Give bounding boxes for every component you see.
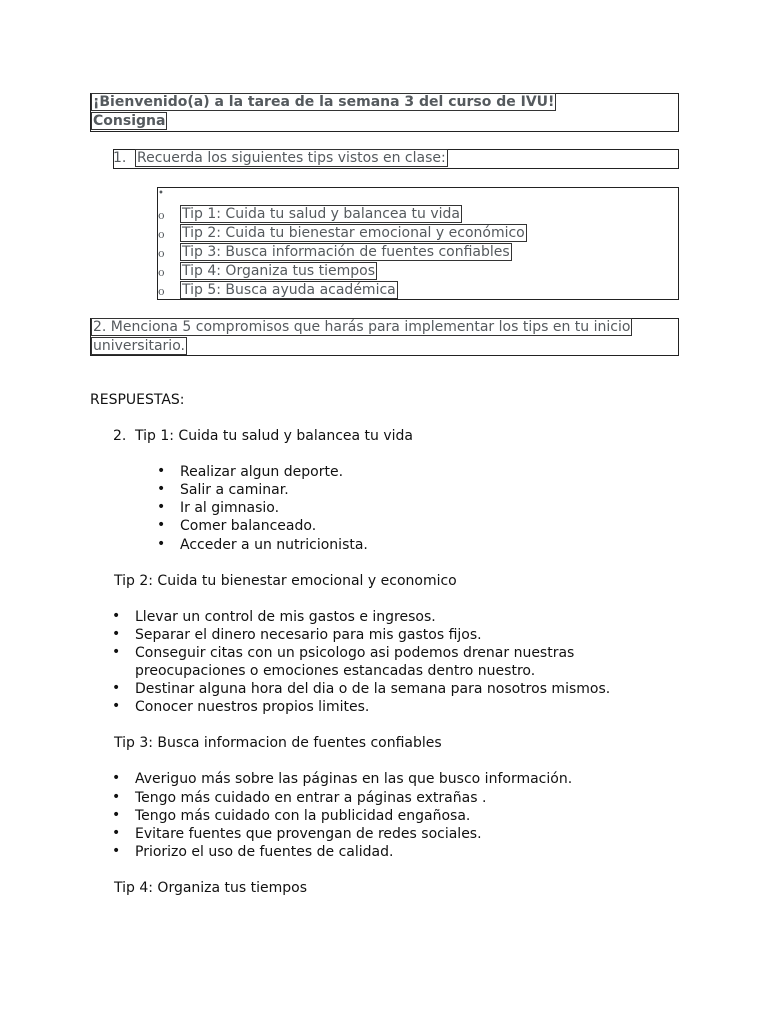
section2-item: Destinar alguna hora del dia o de la semana para nosotros mismos. bbox=[135, 681, 611, 697]
section2-item: Conocer nuestros propios limites. bbox=[135, 699, 370, 715]
bullet-icon: • bbox=[112, 825, 121, 841]
consigna-text: Consigna bbox=[93, 113, 166, 129]
bullet-icon: • bbox=[157, 536, 166, 552]
bullet-icon: • bbox=[157, 481, 166, 497]
section1-title: Tip 1: Cuida tu salud y balancea tu vida bbox=[135, 428, 413, 444]
bullet-icon: • bbox=[112, 843, 121, 859]
bullet-icon: • bbox=[112, 608, 121, 624]
section3-title: Tip 3: Busca informacion de fuentes confiables bbox=[114, 735, 442, 751]
tip-item-3-text: Tip 3: Busca información de fuentes confiables bbox=[182, 244, 510, 260]
section4-title: Tip 4: Organiza tus tiempos bbox=[114, 880, 308, 896]
bullet-icon: • bbox=[112, 626, 121, 642]
bullet-icon: • bbox=[112, 644, 121, 660]
section3-item: Averiguo más sobre las páginas en las que busco información. bbox=[135, 771, 573, 787]
section1-item: Ir al gimnasio. bbox=[180, 500, 280, 516]
bullet-icon: • bbox=[112, 680, 121, 696]
section2-item: Conseguir citas con un psicologo asi podemos drenar nuestras bbox=[135, 645, 575, 661]
section1-item: Realizar algun deporte. bbox=[180, 464, 344, 480]
instruction1-number: 1. bbox=[113, 150, 127, 166]
respuestas-label: RESPUESTAS: bbox=[90, 392, 185, 408]
tip-item-3 bbox=[180, 243, 512, 261]
tip-item-5 bbox=[180, 281, 398, 299]
section2-item-continuation: preocupaciones o emociones estancadas dentro nuestro. bbox=[135, 663, 536, 679]
bullet-icon: • bbox=[112, 789, 121, 805]
tip-item-1 bbox=[180, 205, 462, 223]
bullet-icon: • bbox=[157, 517, 166, 533]
answer-number: 2. bbox=[113, 428, 127, 444]
tip-item-2-text: Tip 2: Cuida tu bienestar emocional y económico bbox=[182, 225, 525, 241]
section3-item: Evitare fuentes que provengan de redes sociales. bbox=[135, 826, 482, 842]
bullet-icon: • bbox=[112, 698, 121, 714]
tip-item-4 bbox=[180, 262, 377, 280]
bullet-icon: • bbox=[157, 463, 166, 479]
welcome-heading bbox=[91, 93, 556, 111]
welcome-text: ¡Bienvenido(a) a la tarea de la semana 3 del curso de IVU! bbox=[93, 94, 555, 110]
instruction1 bbox=[135, 149, 448, 167]
tip-item-2 bbox=[180, 224, 527, 242]
tip-bullet-icon: o bbox=[158, 266, 165, 279]
tip-item-4-text: Tip 4: Organiza tus tiempos bbox=[182, 263, 376, 279]
tip-item-5-text: Tip 5: Busca ayuda académica bbox=[182, 282, 396, 298]
tip-bullet-icon: o bbox=[158, 209, 165, 222]
tip-bullet-icon: o bbox=[158, 228, 165, 241]
tip-item-1-text: Tip 1: Cuida tu salud y balancea tu vida bbox=[182, 206, 460, 222]
instruction2-line2-text: universitario. bbox=[93, 338, 185, 354]
instruction2-line2 bbox=[91, 337, 187, 355]
section3-item: Tengo más cuidado con la publicidad engañosa. bbox=[135, 808, 471, 824]
section3-item: Tengo más cuidado en entrar a páginas extrañas . bbox=[135, 790, 487, 806]
section2-title: Tip 2: Cuida tu bienestar emocional y economico bbox=[114, 573, 457, 589]
instruction2-line1 bbox=[91, 318, 632, 336]
consigna-heading bbox=[91, 112, 167, 130]
section2-item: Llevar un control de mis gastos e ingresos. bbox=[135, 609, 436, 625]
section3-item: Priorizo el uso de fuentes de calidad. bbox=[135, 844, 394, 860]
bullet-icon: • bbox=[112, 807, 121, 823]
instruction1-text: Recuerda los siguientes tips vistos en clase: bbox=[137, 150, 446, 166]
tip-bullet-icon: o bbox=[158, 285, 165, 298]
section2-item: Separar el dinero necesario para mis gastos fijos. bbox=[135, 627, 482, 643]
bullet-icon: • bbox=[157, 499, 166, 515]
instruction2-line1-text: 2. Menciona 5 compromisos que harás para implementar los tips en tu inicio bbox=[93, 319, 631, 335]
section1-item: Salir a caminar. bbox=[180, 482, 289, 498]
bullet-icon: • bbox=[112, 770, 121, 786]
section1-item: Acceder a un nutricionista. bbox=[180, 537, 368, 553]
section1-item: Comer balanceado. bbox=[180, 518, 317, 534]
tips-intro-bullet: • bbox=[158, 188, 164, 199]
tip-bullet-icon: o bbox=[158, 247, 165, 260]
